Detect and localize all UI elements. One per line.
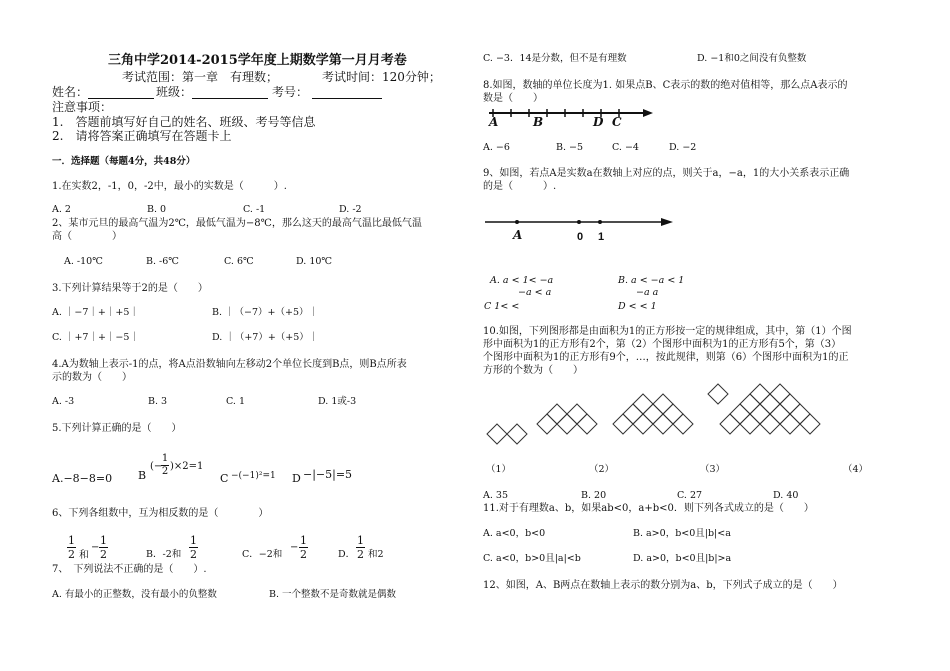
q5-a-expression: −8−8=0: [63, 472, 113, 485]
q1-option-a[interactable]: A. 2: [52, 204, 71, 215]
q11-option-d[interactable]: D. a>0，b<0且|b|>a: [633, 553, 732, 564]
q3-option-b[interactable]: B. ｜（−7）+（+5）｜: [212, 307, 318, 318]
q2-option-d[interactable]: D. 10℃: [296, 256, 333, 267]
q10-fig-label-1: （1）: [486, 464, 512, 475]
q9-option-d[interactable]: D < < 1: [618, 301, 657, 312]
q10-line1: 10.如图，下列图形都是由面积为1的正方形按一定的规律组成，其中，第（1）个图: [483, 326, 852, 337]
q5-c-expression: −(−1)²=1: [231, 471, 276, 481]
q6-stem: 6、下列各组数中，互为相反数的是（ ）: [52, 508, 269, 519]
q1-option-b[interactable]: B. 0: [147, 204, 167, 215]
q5-option-d-letter[interactable]: D: [292, 472, 301, 485]
q9-label-one: 1: [598, 231, 605, 243]
name-label: 姓名：: [52, 85, 89, 99]
q1-option-c[interactable]: C. -1: [243, 204, 266, 215]
q11-stem: 11.对于有理数a、b，如果ab<0，a+b<0．则下列各式成立的是（ ）: [483, 503, 814, 514]
q8-option-b[interactable]: B. −5: [556, 142, 584, 153]
exam-title: 三角中学2014-2015学年度上期数学第一月月考卷: [108, 53, 407, 68]
option-letter: A.: [52, 472, 64, 485]
q5-b-fraction: 1 2: [161, 453, 169, 477]
q11-option-a[interactable]: A. a<0，b<0: [483, 528, 546, 539]
q6-c-neg: −: [290, 542, 299, 553]
exam-time: 考试时间：120分钟；: [322, 70, 441, 84]
q10-option-a[interactable]: A. 35: [483, 490, 508, 501]
q8-label-d: D: [593, 115, 604, 129]
q8-line2: 数是（ ）: [483, 93, 543, 104]
number-blank[interactable]: [312, 98, 382, 99]
q9-label-a: A: [513, 228, 523, 242]
q7-option-b[interactable]: B. 一个整数不是奇数就是偶数: [269, 589, 397, 600]
q8-number-line: [483, 103, 683, 133]
q10-option-c[interactable]: C. 27: [677, 490, 703, 501]
q10-fig-label-2: （2）: [589, 464, 615, 475]
q5-stem: 5.下列计算正确的是（ ）: [52, 423, 182, 434]
notice-2: 2. 请将答案正确填写在答题卡上: [52, 129, 232, 143]
q6-d-tail: 和2: [368, 549, 384, 560]
q6-b-fraction: 1 2: [190, 534, 197, 561]
q8-option-c[interactable]: C. −4: [612, 142, 639, 153]
q5-option-b-letter[interactable]: B: [138, 469, 147, 482]
q8-option-d[interactable]: D. −2: [669, 142, 697, 153]
q7-stem: 7、 下列说法不正确的是（ ）.: [52, 564, 207, 575]
q3-option-a[interactable]: A. ｜−7｜+｜+5｜: [52, 307, 139, 318]
q6-a-fraction-1[interactable]: 1 2: [68, 534, 75, 561]
q4-option-b[interactable]: B. 3: [148, 396, 168, 407]
q6-a-neg: −: [91, 542, 100, 553]
q8-label-c: C: [612, 115, 622, 129]
section-title: 一．选择题（每题4分，共48分）: [52, 156, 196, 167]
q10-line2: 形中面积为1的正方形有2个，第（2）个图形中面积为1的正方形有5个，第（3）: [483, 339, 842, 350]
q9-label-zero: 0: [577, 231, 584, 243]
q10-option-b[interactable]: B. 20: [581, 490, 607, 501]
q9-line1: 9、如图，若点A是实数a在数轴上对应的点，则关于a，−a，1的大小关系表示正确: [483, 168, 850, 179]
q8-option-a[interactable]: A. −6: [483, 142, 510, 153]
q11-option-b[interactable]: B. a>0，b<0且|b|<a: [633, 528, 731, 539]
q9-option-b-sub: −a a: [636, 287, 659, 298]
class-blank[interactable]: [192, 98, 268, 99]
q5-b-tail: )×2=1: [170, 461, 204, 472]
q11-option-c[interactable]: C. a<0，b>0且|a|<b: [483, 553, 581, 564]
q2-option-a[interactable]: A. -10℃: [64, 256, 103, 267]
q7-option-c[interactable]: C. −3．14是分数，但不是有理数: [483, 53, 627, 64]
q4-option-d[interactable]: D. 1或-3: [318, 396, 357, 407]
q9-option-a[interactable]: A. a < 1< −a: [490, 275, 554, 286]
q2-line1: 2、某市元旦的最高气温为2℃，最低气温为−8℃，那么这天的最高气温比最低气温: [52, 218, 422, 229]
exam-range: 考试范围：第一章 有理数；: [122, 70, 279, 84]
q7-option-d[interactable]: D. −1和0之间没有负整数: [697, 53, 807, 64]
q3-stem: 3.下列计算结果等于2的是（ ）: [52, 283, 208, 294]
notice-1: 1. 答题前填写好自己的姓名、班级、考号等信息: [52, 115, 316, 129]
q9-option-a-sub: −a < a: [518, 287, 552, 298]
name-blank[interactable]: [88, 98, 154, 99]
q2-option-c[interactable]: C. 6℃: [224, 256, 254, 267]
class-label: 班级：: [156, 85, 193, 99]
q6-c-fraction: 1 2: [300, 534, 307, 561]
q4-line1: 4.A为数轴上表示-1的点，将A点沿数轴向左移动2个单位长度到B点，则B点所表: [52, 359, 407, 370]
q10-line4: 方形的个数为（ ）: [483, 365, 583, 376]
q8-label-a: A: [489, 115, 499, 129]
number-label: 考号：: [272, 85, 309, 99]
notice-title: 注意事项：: [52, 100, 113, 114]
q9-option-b[interactable]: B. a < −a < 1: [618, 275, 685, 286]
q4-line2: 示的数为（ ）: [52, 372, 132, 383]
q3-option-d[interactable]: D. ｜（+7）+（+5）｜: [212, 332, 319, 343]
q2-option-b[interactable]: B. -6℃: [146, 256, 179, 267]
q10-square-patterns: [480, 375, 900, 455]
q6-option-b[interactable]: B．-2和: [146, 549, 182, 560]
q5-option-c-letter[interactable]: C: [220, 472, 229, 485]
q6-a-fraction-2: 1 2: [100, 534, 107, 561]
q5-d-expression: −|−5|=5: [303, 468, 353, 481]
q9-line2: 的是（ ）.: [483, 181, 557, 192]
q12-stem: 12、如图，A、B两点在数轴上表示的数分别为a、b，下列式子成立的是（ ）: [483, 580, 843, 591]
q10-fig-label-4: （4）: [843, 464, 869, 475]
q9-option-c[interactable]: C 1< <: [484, 301, 520, 312]
q6-option-c[interactable]: C．−2和: [242, 549, 283, 560]
q8-line1: 8.如图，数轴的单位长度为1. 如果点B、C表示的数的绝对值相等，那么点A表示的: [483, 80, 848, 91]
q5-b-paren-left: (−: [150, 461, 163, 472]
q7-option-a[interactable]: A. 有最小的正整数，没有最小的负整数: [52, 589, 217, 600]
q10-option-d[interactable]: D. 40: [773, 490, 799, 501]
q6-option-d[interactable]: D．: [338, 549, 356, 560]
q4-option-a[interactable]: A. -3: [52, 396, 75, 407]
q3-option-c[interactable]: C. ｜+7｜+｜−5｜: [52, 332, 139, 343]
q4-option-c[interactable]: C. 1: [226, 396, 246, 407]
q1-stem: 1.在实数2，-1，0，-2中，最小的实数是（ ）.: [52, 181, 287, 192]
q1-option-d[interactable]: D. -2: [339, 204, 362, 215]
q10-fig-label-3: （3）: [700, 464, 726, 475]
q10-line3: 个图形中面积为1的正方形有9个，…，按此规律，则第（6）个图形中面积为1的正: [483, 352, 849, 363]
q5-option-a[interactable]: [52, 473, 112, 486]
q6-d-fraction: 1 2: [357, 534, 364, 561]
q2-line2: 高（ ）: [52, 231, 122, 242]
q6-a-he: 和: [79, 550, 89, 561]
q8-label-b: B: [533, 115, 544, 129]
